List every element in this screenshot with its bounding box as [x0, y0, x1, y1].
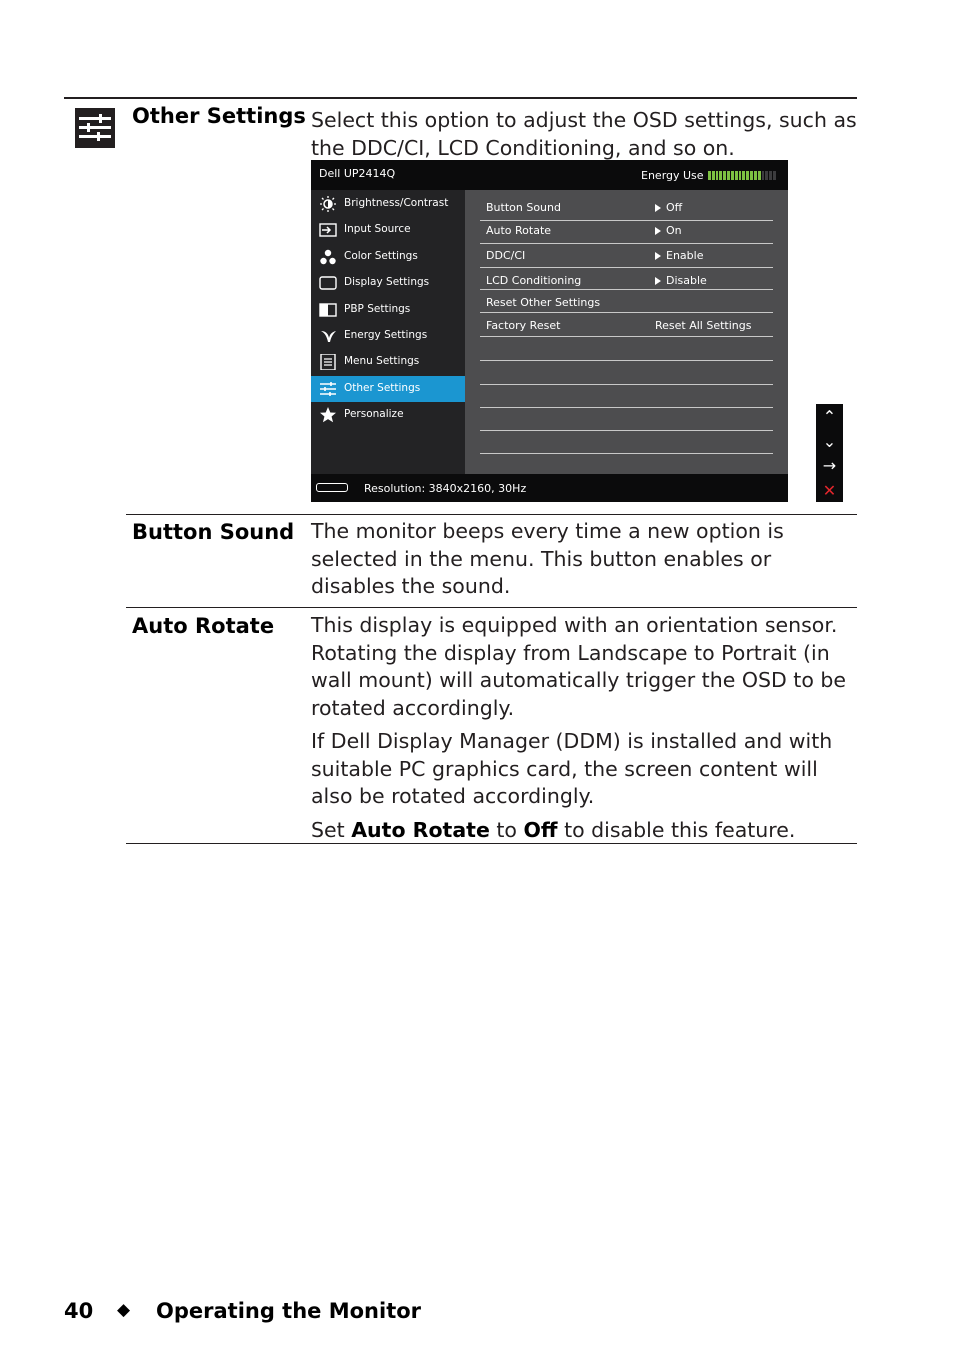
osd-menu-item — [311, 376, 465, 402]
resolution-label: Resolution: 3840x2160, 30Hz — [364, 482, 527, 495]
energy-meter-segment — [765, 171, 768, 180]
energy-meter-segment — [731, 171, 734, 180]
star-icon — [319, 407, 337, 423]
osd-menu-label: Input Source — [344, 223, 411, 236]
energy-meter-segment — [719, 171, 722, 180]
down-icon: ⌄ — [822, 431, 837, 451]
triangle-right-icon — [655, 204, 661, 212]
rule-auto-rotate — [126, 607, 857, 608]
energy-meter-segment — [769, 171, 772, 180]
bold-auto-rotate: Auto Rotate — [351, 817, 490, 842]
osd-row-value: Disable — [655, 274, 707, 287]
desc-paragraph: Select this option to adjust the OSD settings, such as the DDC/CI, LCD Conditioning, and so on. — [311, 108, 857, 160]
term-auto-rotate: Auto Rotate — [132, 614, 275, 638]
desc-paragraph: The monitor beeps every time a new option is selected in the menu. This button enables or disables the sound. — [311, 519, 784, 598]
osd-menu-label: PBP Settings — [344, 302, 411, 315]
osd-row-divider — [480, 453, 773, 454]
osd-row-value: Reset All Settings — [655, 319, 752, 332]
osd-menu-item — [311, 349, 465, 375]
energy-meter-segment — [758, 171, 761, 180]
desc-paragraph: This display is equipped with an orientation sensor. Rotating the display from Landscape to Portrait (in wall mount) will automatically trigger the OSD to be rotated accordingly. — [311, 613, 847, 720]
chapter-title: Operating the Monitor — [156, 1299, 422, 1323]
triangle-right-icon — [655, 227, 661, 235]
osd-row-divider — [480, 267, 773, 268]
osd-row-divider — [480, 384, 773, 385]
osd-menu-item — [311, 297, 465, 323]
energy-meter-segment — [754, 171, 757, 180]
osd-menu-label: Personalize — [344, 408, 404, 421]
energy-meter-segment — [739, 171, 742, 180]
osd-row-label: Auto Rotate — [486, 224, 552, 237]
desc-button-sound — [311, 518, 857, 601]
energy-meter-segment — [762, 171, 765, 180]
triangle-right-icon — [655, 252, 661, 260]
up-icon: ⌃ — [822, 407, 837, 426]
other-settings-icon — [319, 381, 337, 397]
osd-menu-item — [311, 323, 465, 349]
exit-icon: ✕ — [822, 480, 837, 500]
osd-row-label: Factory Reset — [486, 319, 561, 332]
display-settings-icon — [319, 275, 337, 291]
desc-final-sentence — [311, 817, 857, 845]
osd-row-divider — [480, 289, 773, 290]
osd-menu-label: Display Settings — [344, 276, 430, 289]
osd-menu-label: Color Settings — [344, 249, 418, 262]
osd-row-divider — [480, 243, 773, 244]
osd-sidebar — [311, 190, 465, 474]
desc-paragraph: If Dell Display Manager (DDM) is installed and with suitable PC graphics card, the screen content will also be rotated accordingly. — [311, 729, 833, 808]
enter-icon: → — [822, 456, 837, 475]
osd-menu-item — [311, 217, 465, 243]
osd-menu-item — [311, 402, 465, 428]
rule-button-sound — [126, 514, 857, 515]
osd-menu-label: Other Settings — [344, 381, 421, 394]
osd-row-divider — [480, 407, 773, 408]
energy-meter-segment — [742, 171, 745, 180]
energy-meter-segment — [750, 171, 753, 180]
osd-row-label: Button Sound — [486, 201, 561, 214]
osd-row-value: Enable — [655, 249, 703, 262]
desc-auto-rotate — [311, 612, 857, 844]
energy-meter-segment — [708, 171, 711, 180]
osd-row-label: DDC/CI — [486, 249, 526, 262]
menu-settings-icon — [319, 354, 337, 370]
text-fragment: Set — [311, 817, 352, 842]
osd-footer — [311, 474, 788, 502]
energy-meter-segment — [735, 171, 738, 180]
pbp-icon — [319, 302, 337, 318]
input-source-icon — [319, 222, 337, 238]
term-button-sound: Button Sound — [132, 520, 295, 544]
connector-icon — [316, 483, 348, 492]
energy-meter-segment — [727, 171, 730, 180]
osd-row-divider — [480, 336, 773, 337]
osd-row-divider — [480, 360, 773, 361]
page-number: 40 — [64, 1299, 94, 1323]
osd-row-label: Reset Other Settings — [486, 296, 601, 309]
osd-title: Dell UP2414Q — [319, 167, 396, 180]
osd-row-label: LCD Conditioning — [486, 274, 582, 287]
osd-button-bar — [816, 404, 843, 502]
energy-icon — [319, 328, 337, 344]
osd-row-divider — [480, 312, 773, 313]
energy-meter — [708, 171, 776, 180]
osd-menu-label: Menu Settings — [344, 355, 420, 368]
text-fragment: to — [489, 817, 524, 842]
osd-row-value: On — [655, 224, 682, 237]
osd-header — [311, 160, 788, 190]
energy-meter-segment — [716, 171, 719, 180]
osd-menu-label: Energy Settings — [344, 329, 428, 341]
color-settings-icon — [319, 249, 337, 265]
desc-other-settings — [311, 107, 857, 162]
other-settings-icon — [75, 108, 115, 148]
energy-meter-segment — [746, 171, 749, 180]
osd-menu-item — [311, 244, 465, 270]
term-other-settings: Other Settings — [132, 104, 306, 128]
osd-row-divider — [480, 430, 773, 431]
energy-meter-segment — [723, 171, 726, 180]
bold-off: Off — [523, 817, 558, 842]
triangle-right-icon — [655, 277, 661, 285]
osd-row-value: Off — [655, 201, 682, 214]
energy-use-label: Energy Use — [641, 169, 704, 182]
energy-meter-segment — [773, 171, 776, 180]
diamond-separator-icon: ◆ — [117, 1300, 131, 1320]
osd-menu-item — [311, 270, 465, 296]
brightness-icon — [319, 196, 337, 212]
osd-menu-label: Brightness/Contrast — [344, 197, 449, 209]
osd-row-divider — [480, 220, 773, 221]
top-rule — [64, 97, 857, 99]
osd-menu-screenshot — [311, 160, 788, 502]
text-fragment: to disable this feature. — [557, 817, 796, 842]
osd-menu-item — [311, 191, 465, 217]
energy-meter-segment — [712, 171, 715, 180]
